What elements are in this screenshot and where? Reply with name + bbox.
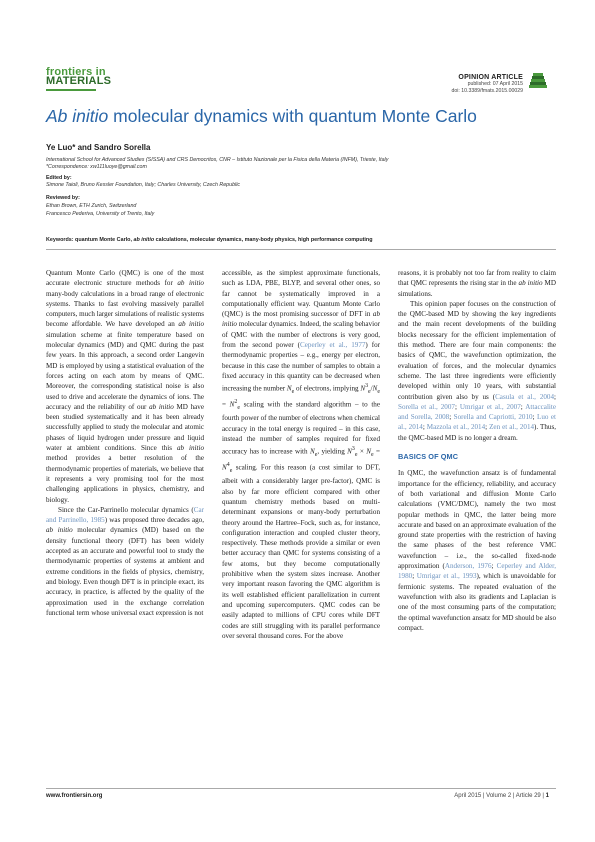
keywords-part-3: calculations, molecular dynamics, many-body physics, high performance computing xyxy=(154,237,373,243)
keywords-part-2: ab initio xyxy=(133,237,155,243)
journal-volume-info: April 2015 | Volume 2 | Article 29 | xyxy=(454,793,546,799)
citation-link[interactable]: Sorella et al., 2007 xyxy=(398,402,455,411)
title-italic-part: Ab initio xyxy=(46,106,109,126)
editor: Simone Taioli, Bruno Kessler Foundation, Italy; Charles University, Czech Republic xyxy=(46,182,241,188)
citation-link[interactable]: Umrigar et al., 1993 xyxy=(416,572,477,581)
article-title xyxy=(46,106,556,127)
paragraph: This opinion paper focuses on the construction of the QMC-based MD by showing the key ingredients and the main recent developments of the building blocks necessary for the efficient implementation of this method. There are four main components: the basics of QMC, the wavefunction optimization, the evaluation of forces, and the molecular dynamics scheme. The last three ingredients were efficiently developed within only 10 years, with substantial contribution given also by us (Casula et al., 2004; Sorella et al., 2007; Umrigar et al., 2007; Attaccalite and Sorella, 2008; Sorella and Capriotti, 2010; Luo et al., 2014; Mazzola et al., 2014; Zen et al., 2014). Thus, the QMC-based MD is no longer a dream. xyxy=(398,299,557,442)
footer-divider xyxy=(46,788,556,789)
citation-link[interactable]: Mazzola et al., 2014 xyxy=(426,423,486,432)
books-icon xyxy=(527,70,549,92)
journal-logo xyxy=(46,68,111,86)
paragraph: accessible, as the simplest approximate functionals, such as LDA, PBE, BLYP, and several other ones, so far cannot be systematically improved in a computationally efficient way. Quantum Monte Carlo (QMC) is the most promising successor of DFT in ab initio molecular dynamics. Indeed, the scaling behavior of QMC with the number of electrons is very good, from the second power (Ceperley et al., 1977) for thermodynamic properties – e.g., energy per electron, because in this case the number of samples to obtain a fixed accuracy in this quantity can be decreased when increasing the number $N_e$ of electrons, implying $N^3_e/N_e = N^2_e$ scaling with the standard algorithm – to the fourth power of the number of electrons when chemical accuracy in the total energy is required – in this case, instead the number of samples required for fixed accuracy has to increase with $N_e$, yielding $N^3_e \times N_e = N^4_e$ scaling. For this reason (a cost similar to DFT, albeit with a considerably larger pre-factor), QMC is also by far more efficient compared with other quantum chemistry methods based on multi-determinant expansions or many-body perturbation theory around the Hartree–Fock, such as, for instance, configuration interaction and coupled cluster theory, respectively. These methods provide a similar or even better accuracy than QMC for systems consisting of a few atoms, but they become computationally prohibitive when the system sizes increase. Another very important reason favoring the QMC algorithm is its well established efficient parallelization in current and upcoming supercomputers. QMC codes can be easily adapted to millions of CPU cores while DFT codes are still struggling with its parallel performance over several thousand cores. For the above xyxy=(222,269,381,640)
paragraph: Quantum Monte Carlo (QMC) is one of the most accurate electronic structure methods for ab initio many-body calculations in a broad range of electronic systems. Thanks to fast evolving massively parallel computers, much larger simulations of realistic systems become affordable. We have developed an ab initio simulation scheme at finite temperature based on molecular dynamics (MD) and QMC during the past few years. In this approach, a second order Langevin MD is employed by using a statistical evaluation of the forces acting on each atom by means of QMC. Moreover, the corresponding statistical noise is also used to drive and accelerate the dynamics of ions. The accuracy and the reliability of our ab initio MD have been studied systematically and it has been already successfully applied to study the molecular and atomic phases of liquid hydrogen under pressure and liquid water at ambient conditions. Since this ab initio method provides a better resolution of the thermodynamic properties of materials, we believe that it represents a very promising tool for the most challenging applications in physics, chemistry, and biology. xyxy=(46,269,204,504)
logo-underline xyxy=(46,89,96,91)
citation-link[interactable]: Ceperley et al., 1977 xyxy=(300,341,366,350)
citation-link[interactable]: Zen et al., 2014 xyxy=(489,423,535,432)
page-number: 1 xyxy=(545,793,549,799)
reviewer-1: Ethan Brown, ETH Zurich, Switzerland xyxy=(46,203,137,209)
website-link[interactable]: www.frontiersin.org xyxy=(46,793,103,799)
reviewed-by-heading: Reviewed by: xyxy=(46,195,80,201)
citation-link[interactable]: Attaccalite and Sorella, 2008 xyxy=(398,402,557,422)
section-heading: BASICS OF QMC xyxy=(398,452,459,462)
reviewer-2: Francesco Pederiva, University of Trento, Italy xyxy=(46,211,155,217)
citation-link[interactable]: Anderson, 1976 xyxy=(444,562,492,571)
edited-by-heading: Edited by: xyxy=(46,175,72,181)
logo-line-1: frontiers in xyxy=(46,66,106,78)
keywords-part-1: quantum Monte Carlo, xyxy=(73,237,134,243)
keywords-divider xyxy=(46,249,556,250)
paragraph: Since the Car-Parrinello molecular dynamics (Car and Parrinello, 1985) was proposed three decades ago, ab initio molecular dynamics (MD) based on the density functional theory (DFT) has been widely accepted as an accurate and powerful tool to study the thermodynamic properties of systems at ambient and extreme conditions in the fields of physics, chemistry, and biology. Even though DFT is in principle exact, its accuracy, in practice, is affected by the quality of the approximation used in the exchange correlation functional term whose universal exact expression is not xyxy=(46,505,204,617)
published-date: published: 07 April 2015 xyxy=(467,81,523,87)
keywords-label: Keywords: xyxy=(46,237,74,243)
body-column-2 xyxy=(222,268,380,641)
doi: doi: 10.3389/fmats.2015.00029 xyxy=(451,88,523,94)
journal-info xyxy=(454,793,549,799)
citation-link[interactable]: Car and Parrinello, 1985 xyxy=(46,505,204,525)
citation-link[interactable]: Umrigar et al., 2007 xyxy=(459,402,521,411)
correspondence: *Correspondence: xw111luoye@gmail.com xyxy=(46,164,147,170)
title-rest: molecular dynamics with quantum Monte Carlo xyxy=(108,106,477,126)
paragraph: reasons, it is probably not too far from reality to claim that QMC represents the rising star in the ab initio MD simulations. xyxy=(398,269,556,298)
affiliation: International School for Advanced Studies (SISSA) and CRS Democritos, CNR – Istituto Nazionale per la Fisica della Materia (INFM), Trieste, Italy xyxy=(46,157,389,163)
citation-link[interactable]: Luo et al., 2014 xyxy=(398,413,557,432)
citation-link[interactable]: Sorella and Capriotti, 2010 xyxy=(453,413,533,422)
body-column-1 xyxy=(46,268,204,618)
citation-link[interactable]: Casula et al., 2004 xyxy=(495,392,555,401)
logo-line-2: MATERIALS xyxy=(46,75,112,87)
article-meta-header xyxy=(451,74,523,95)
paragraph: In QMC, the wavefunction ansatz is of fundamental importance for the efficiency, reliability, and accuracy of both variational and diffusion Monte Carlo calculations (VMC/DMC), namely the two most popular methods in QMC, the latter being more accurate and based on an approximate evaluation of the ground state properties with the restriction of having the same phases of the best reference VMC wavefunction – i.e., the so-called fixed-node approximation (Anderson, 1976; Ceperley and Alder, 1980; Umrigar et al., 1993), which is unavoidable for fermionic systems. The repeated evaluation of the wavefunction with also its gradients and Laplacian is one of the most consuming parts of the computation; the optimal wavefunction ansatz for MD should be also compact. xyxy=(398,469,556,632)
article-type: OPINION ARTICLE xyxy=(458,74,523,81)
keywords xyxy=(46,237,373,243)
body-column-3 xyxy=(398,268,556,633)
citation-link[interactable]: Ceperley and Alder, 1980 xyxy=(398,562,556,581)
authors: Ye Luo* and Sandro Sorella xyxy=(46,143,151,152)
keywords-text xyxy=(74,237,373,243)
